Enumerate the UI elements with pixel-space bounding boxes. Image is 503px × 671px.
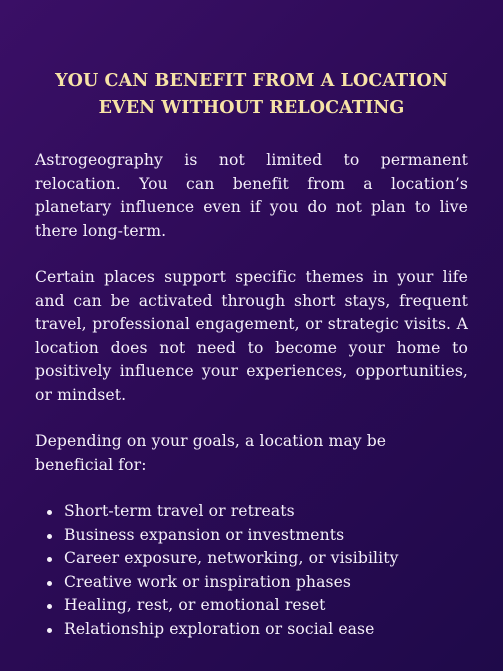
list-item-text: Healing, rest, or emotional reset bbox=[64, 596, 326, 615]
benefit-list bbox=[35, 500, 468, 642]
list-item-text: Creative work or inspiration phases bbox=[64, 572, 352, 591]
list-item bbox=[47, 547, 468, 571]
paragraph-intro: Astrogeography is not limited to permanent relocation. You can benefit from a location’s planetary influence even if you do not plan to live there long-term. bbox=[35, 151, 468, 240]
list-item bbox=[47, 500, 468, 524]
bullet-icon bbox=[47, 510, 52, 515]
list-item bbox=[47, 618, 468, 642]
paragraph-themes: Certain places support specific themes in your life and can be activated through short stays, frequent travel, professional engagement, or strategic visits. A location does not need to become your home to positively influence your experiences, opportunities, or mindset. bbox=[35, 268, 468, 404]
list-item-text: Business expansion or investments bbox=[64, 525, 345, 544]
title-line-2: EVEN WITHOUT RELOCATING bbox=[98, 98, 405, 118]
bullet-icon bbox=[47, 581, 52, 586]
list-item bbox=[47, 594, 468, 618]
list-item-text: Career exposure, networking, or visibility bbox=[64, 549, 399, 568]
paragraph-goals: Depending on your goals, a location may be beneficial for: bbox=[35, 432, 387, 474]
list-item-text: Relationship exploration or social ease bbox=[64, 619, 375, 638]
list-item-text: Short-term travel or retreats bbox=[64, 502, 295, 520]
title-line-1: YOU CAN BENEFIT FROM A LOCATION bbox=[55, 71, 448, 91]
list-item bbox=[47, 571, 468, 595]
bullet-icon bbox=[47, 534, 52, 539]
slide-title bbox=[35, 0, 468, 122]
bullet-icon bbox=[47, 604, 52, 609]
bullet-icon bbox=[47, 557, 52, 562]
slide-body bbox=[35, 149, 468, 642]
list-item bbox=[47, 524, 468, 548]
bullet-icon bbox=[47, 628, 52, 633]
